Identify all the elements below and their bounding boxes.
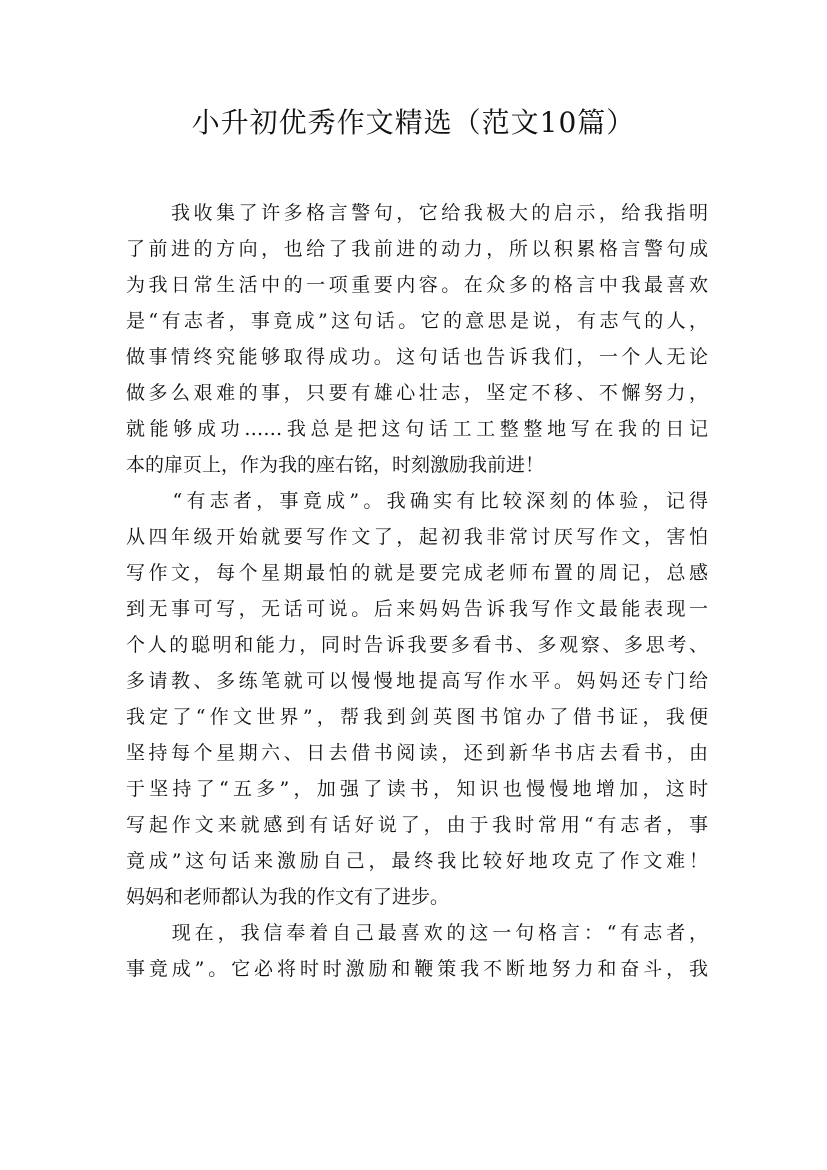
text-line: 写起作文来就感到有话好说了，由于我时常用“有志者，事 bbox=[126, 814, 708, 836]
text-line: 了前进的方向，也给了我前进的动力，所以积累格言警句成 bbox=[126, 238, 708, 260]
paragraph bbox=[126, 483, 708, 915]
text-line: 竟成”这句话来激励自己，最终我比较好地攻克了作文难！ bbox=[126, 850, 708, 872]
text-line: 我收集了许多格言警句，它给我极大的启示，给我指明 bbox=[126, 202, 708, 224]
text-line: 坚持每个星期六、日去借书阅读，还到新华书店去看书，由 bbox=[126, 742, 708, 764]
text-line: “有志者，事竟成”。我确实有比较深刻的体验，记得 bbox=[126, 490, 708, 512]
text-line: 为我日常生活中的一项重要内容。在众多的格言中我最喜欢 bbox=[126, 274, 708, 296]
text-line: 多请教、多练笔就可以慢慢地提高写作水平。妈妈还专门给 bbox=[126, 670, 708, 692]
text-line: 事竟成”。它必将时时激励和鞭策我不断地努力和奋斗，我 bbox=[126, 958, 708, 980]
essay-body bbox=[126, 195, 708, 987]
text-line: 就能够成功……我总是把这句话工工整整地写在我的日记 bbox=[126, 418, 708, 440]
text-line: 做事情终究能够取得成功。这句话也告诉我们，一个人无论 bbox=[126, 346, 708, 368]
text-line: 到无事可写，无话可说。后来妈妈告诉我写作文最能表现一 bbox=[126, 598, 708, 620]
text-line: 于坚持了“五多”，加强了读书，知识也慢慢地增加，这时 bbox=[126, 778, 708, 800]
text-line: 从四年级开始就要写作文了，起初我非常讨厌写作文，害怕 bbox=[126, 526, 708, 548]
text-line: 个人的聪明和能力，同时告诉我要多看书、多观察、多思考、 bbox=[126, 634, 708, 656]
text-line: 妈妈和老师都认为我的作文有了进步。 bbox=[126, 886, 450, 908]
text-line: 现在，我信奉着自己最喜欢的这一句格言：“有志者， bbox=[126, 922, 708, 944]
text-line: 本的扉页上，作为我的座右铭，时刻激励我前进！ bbox=[126, 454, 545, 476]
paragraph bbox=[126, 195, 708, 483]
paragraph bbox=[126, 915, 708, 987]
text-line: 是“有志者，事竟成”这句话。它的意思是说，有志气的人， bbox=[126, 310, 708, 332]
text-line: 做多么艰难的事，只要有雄心壮志，坚定不移、不懈努力， bbox=[126, 382, 708, 404]
text-line: 我定了“作文世界”，帮我到剑英图书馆办了借书证，我便 bbox=[126, 706, 708, 728]
text-line: 写作文，每个星期最怕的就是要完成老师布置的周记，总感 bbox=[126, 562, 708, 584]
document-title: 小升初优秀作文精选（范文10篇） bbox=[191, 106, 636, 139]
